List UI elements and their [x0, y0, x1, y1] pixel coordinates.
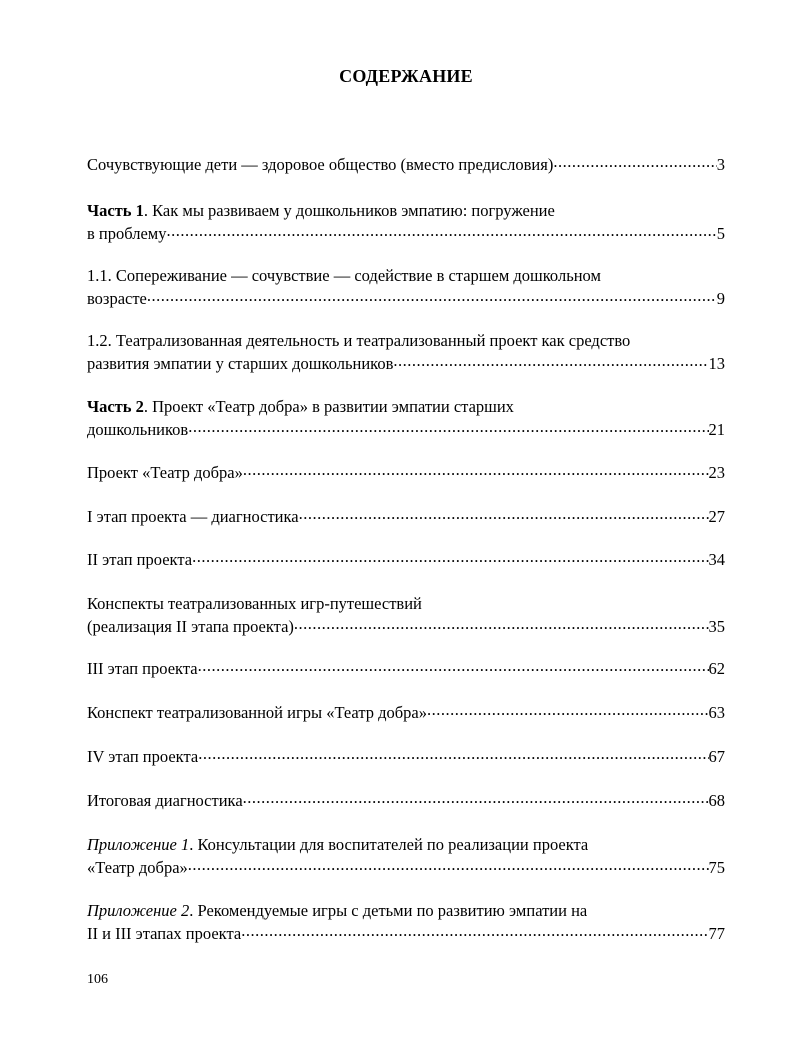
toc-entry-prefix: Приложение 1	[87, 835, 190, 854]
toc-entry-1-2[interactable]	[87, 329, 725, 375]
toc-entry-first-line: 1.2. Театрализованная деятельность и театрализованный проект как средство	[87, 331, 631, 350]
toc-entry-text: IV этап проекта	[87, 747, 199, 766]
toc-entry-game-outline[interactable]	[87, 701, 725, 724]
leader-dots	[198, 658, 709, 675]
toc-entry-text: II этап проекта	[87, 550, 193, 569]
toc-page-number: 9	[716, 289, 725, 308]
toc-entry-first-line: . Рекомендуемые игры с детьми по развитию эмпатии на	[189, 901, 588, 920]
leader-dots	[241, 923, 708, 940]
toc-page-number: 35	[708, 617, 725, 636]
toc-entry-stage-2[interactable]	[87, 548, 725, 571]
toc-page-number: 68	[708, 791, 725, 810]
toc-entry-text: II и III этапах проекта	[87, 924, 242, 943]
toc-entry-text: возрасте	[87, 289, 147, 308]
toc-page-number: 63	[708, 703, 725, 722]
leader-dots	[427, 702, 709, 719]
toc-entry-stage-1[interactable]	[87, 505, 725, 528]
toc-entry-first-line: . Консультации для воспитателей по реализации проекта	[189, 835, 589, 854]
toc-entry-part-1[interactable]	[87, 199, 725, 245]
toc-entry-prefix: Часть 2	[87, 397, 144, 416]
toc-entry-text: «Театр добра»	[87, 858, 188, 877]
toc-page-number: 21	[708, 420, 725, 439]
leader-dots	[294, 616, 709, 633]
toc-page-number: 62	[708, 659, 725, 678]
leader-dots	[192, 549, 708, 566]
toc-page-number: 23	[708, 463, 725, 482]
toc-entry-first-line: . Проект «Театр добра» в развитии эмпатии старших	[143, 397, 514, 416]
toc-entry-text: III этап проекта	[87, 659, 198, 678]
toc-entry-1-1[interactable]	[87, 264, 725, 310]
toc-entry-prefix: Приложение 2	[87, 901, 190, 920]
leader-dots	[243, 462, 709, 479]
leader-dots	[553, 154, 716, 171]
toc-page-number: 27	[708, 507, 725, 526]
toc-entry-text: Конспект театрализованной игры «Театр добра»	[87, 703, 427, 722]
leader-dots	[188, 857, 709, 874]
toc-entry-text: Итоговая диагностика	[87, 791, 243, 810]
toc-entry-text: Сочувствующие дети — здоровое общество (вместо предисловия)	[87, 155, 554, 174]
toc-entry-first-line: . Как мы развиваем у дошкольников эмпатию: погружение	[143, 201, 555, 220]
leader-dots	[299, 506, 709, 523]
toc-entry-text: Проект «Театр добра»	[87, 463, 243, 482]
leader-dots	[393, 353, 708, 370]
toc-page-number: 67	[708, 747, 725, 766]
toc-entry-project[interactable]	[87, 461, 725, 484]
toc-entry-stage-3[interactable]	[87, 657, 725, 680]
leader-dots	[188, 419, 708, 436]
toc-entry-final-diagnostics[interactable]	[87, 789, 725, 812]
toc-entry-part-2[interactable]	[87, 395, 725, 441]
toc-entry-text: в проблему	[87, 224, 167, 243]
page-title: СОДЕРЖАНИЕ	[339, 66, 473, 86]
toc-entry-prefix: Часть 1	[87, 201, 144, 220]
toc-page-number: 13	[708, 354, 725, 373]
toc-entry-appendix-2[interactable]	[87, 899, 725, 945]
toc-entry-text: I этап проекта — диагностика	[87, 507, 299, 526]
leader-dots	[147, 288, 717, 305]
toc-entry-text: (реализация II этапа проекта)	[87, 617, 294, 636]
leader-dots	[243, 790, 709, 807]
leader-dots	[166, 223, 716, 240]
page-folio-number: 106	[87, 972, 108, 987]
toc-entry-games[interactable]	[87, 592, 725, 638]
toc-entry-stage-4[interactable]	[87, 745, 725, 768]
toc-entry-first-line: 1.1. Сопереживание — сочувствие — содействие в старшем дошкольном	[87, 266, 601, 285]
toc-entry-text: развития эмпатии у старших дошкольников	[87, 354, 394, 373]
toc-page-number: 75	[708, 858, 725, 877]
toc-entry-appendix-1[interactable]	[87, 833, 725, 879]
leader-dots	[198, 746, 708, 763]
toc-page-number: 3	[716, 155, 725, 174]
toc-page-number: 77	[708, 924, 725, 943]
toc-entry-first-line: Конспекты театрализованных игр-путешествий	[87, 594, 422, 613]
toc-entry-text: дошкольников	[87, 420, 189, 439]
toc-entry-preface[interactable]	[87, 153, 725, 176]
toc-page-number: 5	[716, 224, 725, 243]
toc-page-number: 34	[708, 550, 725, 569]
